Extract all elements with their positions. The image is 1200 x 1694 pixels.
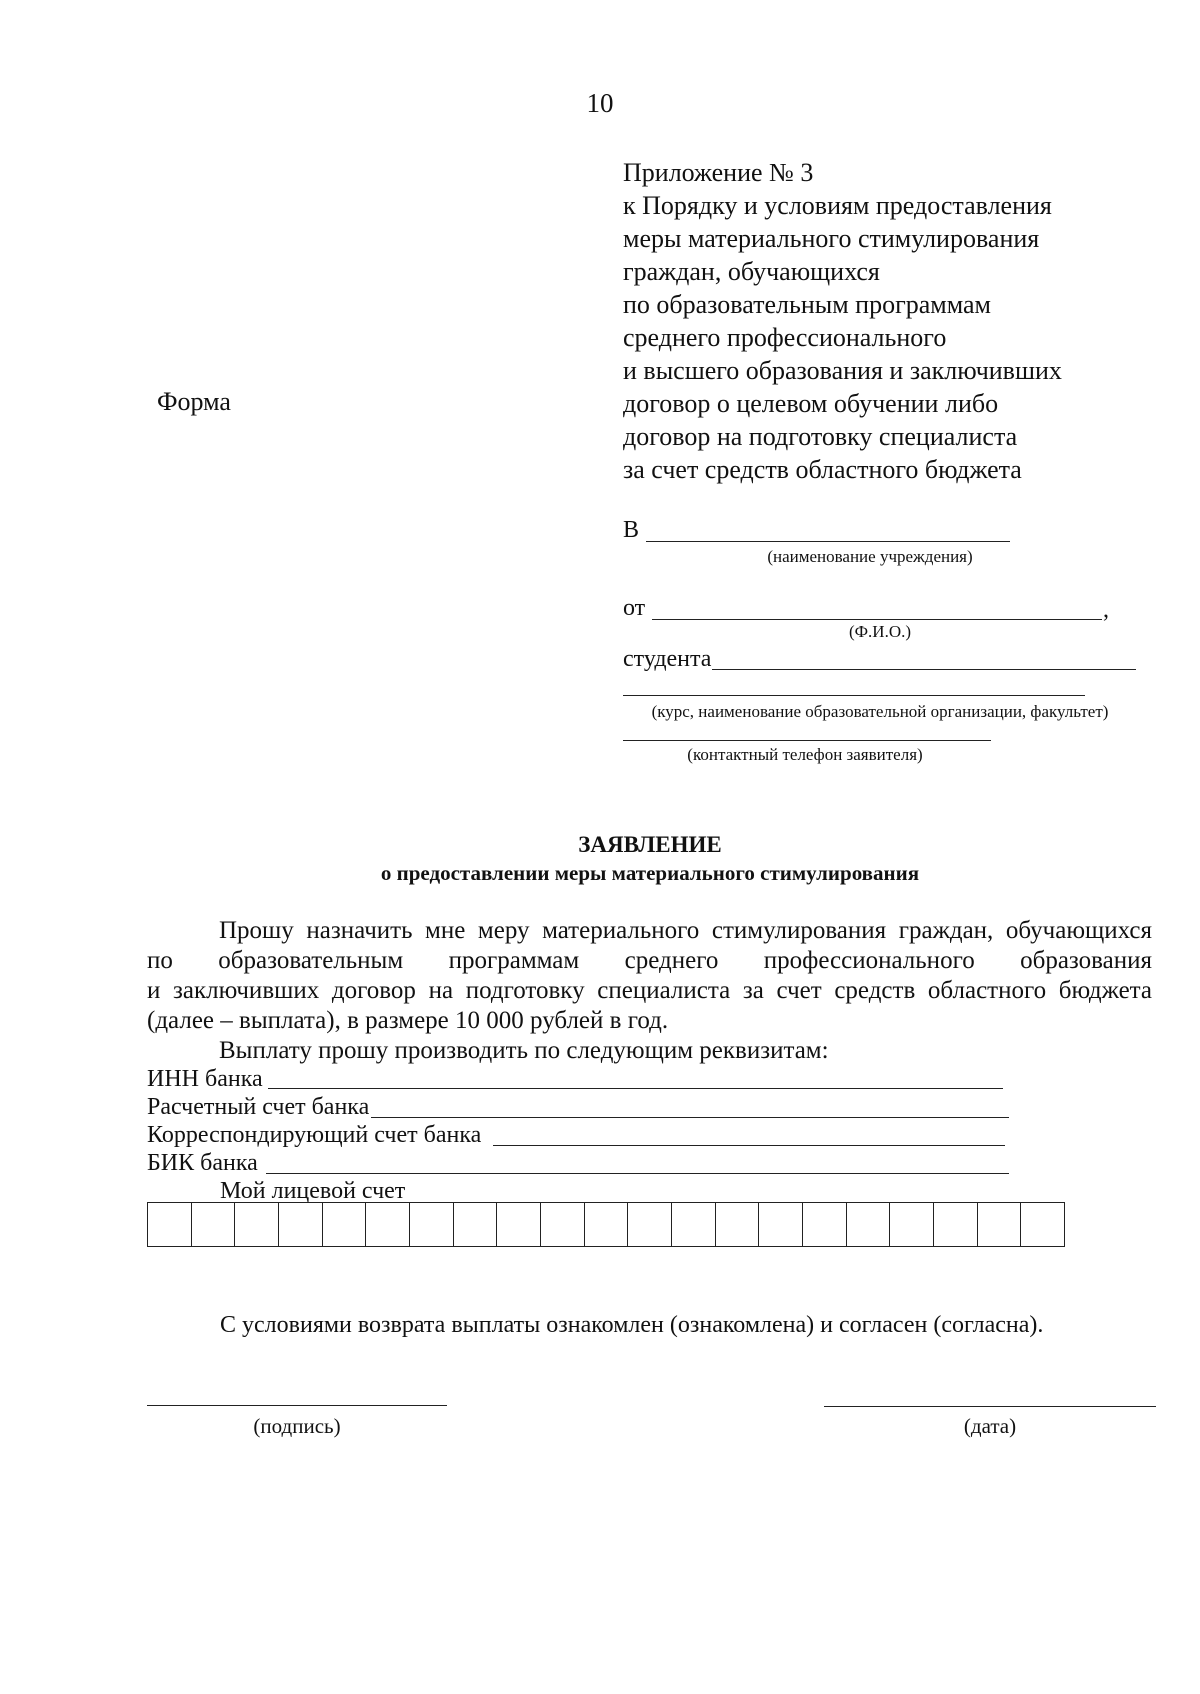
account-digit-cell[interactable] (192, 1203, 236, 1246)
inn-label: ИНН банка (147, 1066, 263, 1092)
phone-field[interactable] (623, 740, 991, 741)
appendix-line: меры материального стимулирования (623, 224, 1040, 253)
appendix-line: граждан, обучающихся (623, 257, 880, 286)
personal-account-label: Мой лицевой счет (220, 1178, 406, 1204)
institution-caption: (наименование учреждения) (767, 547, 973, 566)
account-digit-cell[interactable] (410, 1203, 454, 1246)
account-digit-cell[interactable] (672, 1203, 716, 1246)
account-digit-cell[interactable] (497, 1203, 541, 1246)
course-field[interactable] (623, 695, 1085, 696)
account-digit-cell[interactable] (1021, 1203, 1064, 1246)
appendix-block (623, 156, 1062, 486)
personal-account-grid[interactable] (147, 1202, 1065, 1247)
account-label: Расчетный счет банка (147, 1094, 370, 1120)
account-digit-cell[interactable] (716, 1203, 760, 1246)
account-digit-cell[interactable] (803, 1203, 847, 1246)
bik-label: БИК банка (147, 1150, 258, 1176)
date-caption: (дата) (963, 1414, 1017, 1438)
account-digit-cell[interactable] (541, 1203, 585, 1246)
form-label: Форма (157, 387, 231, 416)
inn-field[interactable] (268, 1088, 1003, 1089)
account-digit-cell[interactable] (148, 1203, 192, 1246)
appendix-line: среднего профессионального (623, 323, 947, 352)
student-field[interactable] (712, 669, 1136, 670)
bik-field[interactable] (266, 1173, 1009, 1174)
agreement-text: С условиями возврата выплаты ознакомлен (ознакомлена) и согласен (согласна). (220, 1312, 1044, 1338)
appendix-line: договор на подготовку специалиста (623, 422, 1018, 451)
fio-field[interactable] (652, 619, 1102, 620)
to-label: В (623, 517, 640, 543)
course-caption: (курс, наименование образовательной организации, факультет) (651, 702, 1109, 721)
fio-caption: (Ф.И.О.) (848, 622, 912, 641)
paragraph-line: Прошу назначить мне меру материального стимулирования граждан, обучающихся (219, 917, 1152, 944)
statement-paragraph (147, 916, 1152, 1066)
account-digit-cell[interactable] (847, 1203, 891, 1246)
paragraph-line: и заключивших договор на подготовку специалиста за счет средств областного бюджета (147, 977, 1152, 1004)
account-digit-cell[interactable] (628, 1203, 672, 1246)
appendix-line: Приложение № 3 (623, 158, 814, 187)
from-label: от (623, 595, 646, 621)
corr-account-label: Корреспондирующий счет банка (147, 1122, 482, 1148)
details-intro: Выплату прошу производить по следующим реквизитам: (219, 1037, 829, 1064)
page-number: 10 (586, 88, 614, 118)
account-digit-cell[interactable] (978, 1203, 1022, 1246)
account-digit-cell[interactable] (323, 1203, 367, 1246)
account-field[interactable] (371, 1117, 1009, 1118)
account-digit-cell[interactable] (585, 1203, 629, 1246)
account-digit-cell[interactable] (890, 1203, 934, 1246)
account-digit-cell[interactable] (235, 1203, 279, 1246)
phone-caption: (контактный телефон заявителя) (687, 745, 923, 764)
institution-field[interactable] (646, 541, 1010, 542)
paragraph-line: (далее – выплата), в размере 10 000 рублей в год. (147, 1007, 669, 1034)
appendix-line: по образовательным программам (623, 290, 992, 319)
paragraph-line: по образовательным программам среднего профессионального образования (147, 947, 1152, 974)
corr-account-field[interactable] (493, 1145, 1005, 1146)
account-digit-cell[interactable] (366, 1203, 410, 1246)
student-label: студента (623, 646, 712, 672)
appendix-line: договор о целевом обучении либо (623, 389, 999, 418)
date-field[interactable] (824, 1406, 1156, 1407)
account-digit-cell[interactable] (279, 1203, 323, 1246)
appendix-line: за счет средств областного бюджета (623, 455, 1022, 484)
statement-subtitle: о предоставлении меры материального стимулирования (380, 861, 920, 885)
appendix-line: к Порядку и условиям предоставления (623, 191, 1052, 220)
signature-field[interactable] (147, 1405, 447, 1406)
account-digit-cell[interactable] (759, 1203, 803, 1246)
signature-caption: (подпись) (253, 1414, 341, 1438)
statement-title: ЗАЯВЛЕНИЕ (578, 832, 722, 857)
account-digit-cell[interactable] (454, 1203, 498, 1246)
appendix-line: и высшего образования и заключивших (623, 356, 1062, 385)
from-comma: , (1103, 597, 1109, 623)
account-digit-cell[interactable] (934, 1203, 978, 1246)
